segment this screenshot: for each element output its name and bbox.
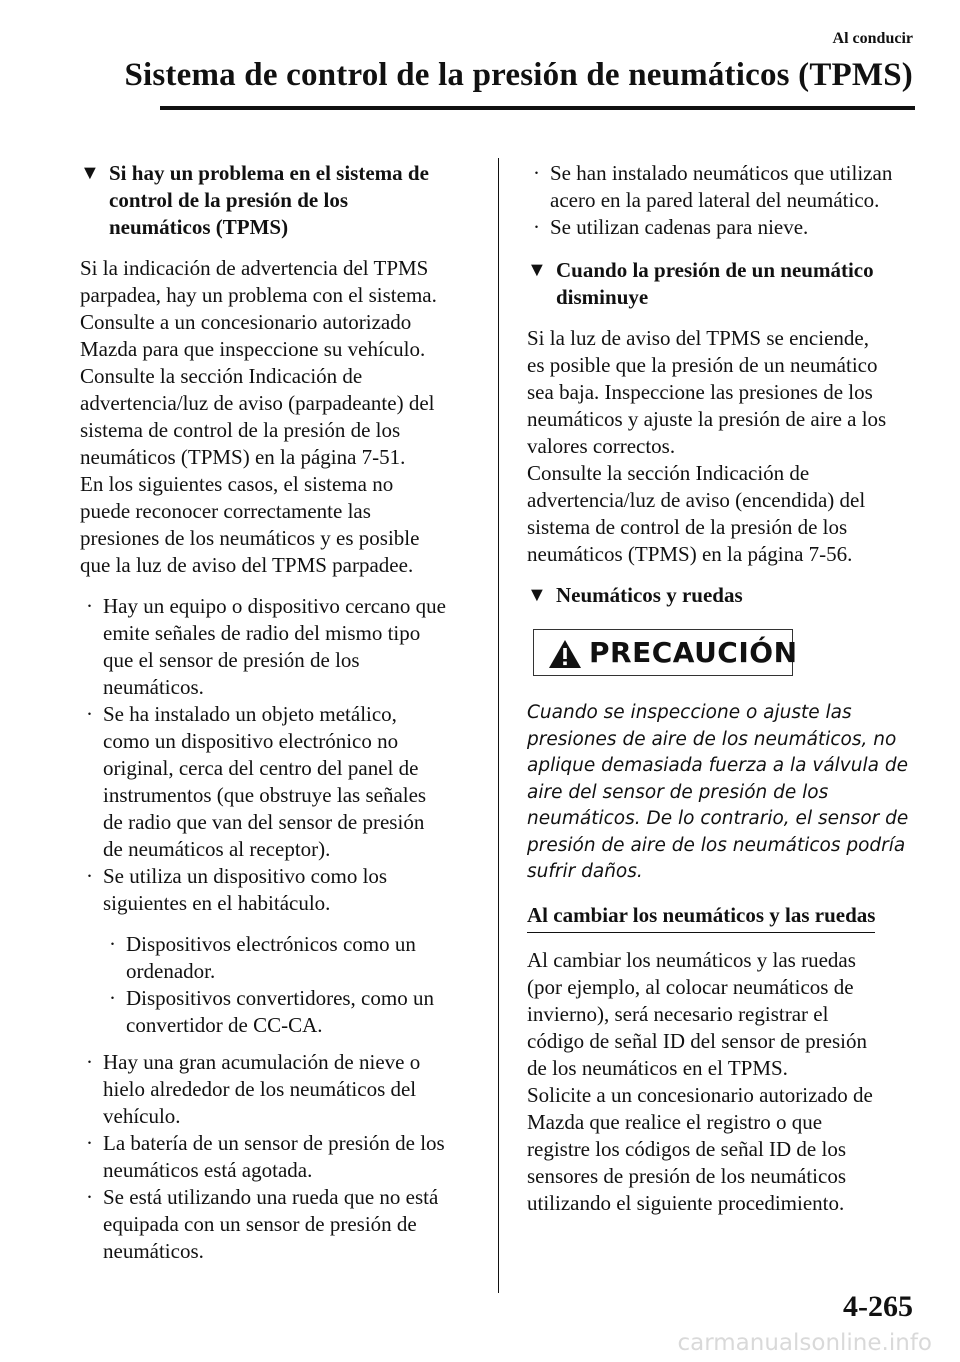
text-line: sistema de control de la presión de los [527, 515, 848, 539]
text-line: La batería de un sensor de presión de los [103, 1131, 445, 1155]
heading-line: neumáticos (TPMS) [109, 215, 289, 239]
caution-text [527, 700, 922, 886]
list-item [80, 701, 470, 863]
text-line: presiones de aire de los neumáticos, no [527, 728, 897, 750]
list-item [80, 1130, 470, 1184]
column-divider [498, 158, 499, 1293]
text-line: original, cerca del centro del panel de [103, 756, 419, 780]
header-section: Al conducir [832, 30, 913, 47]
header-rule [160, 106, 915, 110]
text-line: parpadea, hay un problema con el sistema. [80, 283, 437, 307]
text-line: Consulte la sección Indicación de [80, 364, 363, 388]
down-triangle-icon: ▼ [527, 584, 547, 606]
text-line: neumáticos. [103, 1239, 204, 1263]
text-line: En los siguientes casos, el sistema no [80, 472, 394, 496]
text-line: Se utilizan cadenas para nieve. [550, 215, 809, 239]
text-line: código de señal ID del sensor de presión [527, 1028, 867, 1053]
bullet-list-top [527, 160, 922, 241]
text-line: presión de aire de los neumáticos podría [527, 834, 906, 856]
text-line: Si la indicación de advertencia del TPMS [80, 256, 429, 280]
text-line: que el sensor de presión de los [103, 648, 360, 672]
text-line: emite señales de radio del mismo tipo [103, 621, 421, 645]
heading-line: Neumáticos y ruedas [556, 583, 743, 607]
bullet-icon: · [109, 986, 116, 1010]
text-line: Hay un equipo o dispositivo cercano que [103, 594, 446, 618]
list-item [80, 593, 470, 701]
warning-triangle-icon [548, 639, 582, 669]
text-line: Mazda que realice el registro o que [527, 1109, 823, 1134]
text-line: sufrir daños. [527, 861, 643, 882]
text-line: Dispositivos convertidores, como un [126, 986, 434, 1010]
heading-tires-wheels [527, 582, 922, 609]
text-line: de radio que van del sensor de presión [103, 810, 425, 834]
text-line: neumáticos. [103, 675, 204, 699]
text-line: neumáticos. De lo contrario, el sensor de [527, 808, 909, 829]
text-line: aire del sensor de presión de los [527, 781, 829, 803]
text-line: puede reconocer correctamente las [80, 499, 371, 523]
text-line: Se está utilizando una rueda que no está [103, 1185, 439, 1209]
heading-line: Cuando la presión de un neumático [556, 258, 874, 282]
sub-bullet-list [80, 931, 470, 1039]
text-line: que la luz de aviso del TPMS parpadee. [80, 553, 414, 577]
bullet-icon: · [533, 161, 540, 185]
text-line: hielo alrededor de los neumáticos del [103, 1077, 417, 1101]
text-line: neumáticos (TPMS) en la página 7-51. [80, 445, 406, 469]
text-line: ordenador. [126, 959, 216, 983]
text-line: siguientes en el habitáculo. [103, 891, 331, 915]
text-line: neumáticos y ajuste la presión de aire a los [527, 407, 887, 431]
left-column [80, 160, 470, 1275]
bullet-list-a [80, 593, 470, 917]
text-line: Al cambiar los neumáticos y las ruedas [527, 947, 856, 972]
text-line: Consulte la sección Indicación de [527, 461, 810, 485]
text-line: sensores de presión de los neumáticos [527, 1163, 847, 1188]
bullet-icon: · [86, 864, 93, 888]
text-line: equipada con un sensor de presión de [103, 1212, 417, 1236]
text-line: Consulte a un concesionario autorizado [80, 310, 412, 334]
watermark: carmanualsonline.info [677, 1330, 932, 1356]
text-line: advertencia/luz de aviso (encendida) del [527, 488, 866, 512]
bullet-icon: · [86, 702, 93, 726]
bullet-icon: · [109, 932, 116, 956]
paragraph-change-tires [527, 947, 922, 1217]
text-line: sistema de control de la presión de los [80, 418, 401, 442]
text-line: Se ha instalado un objeto metálico, [103, 702, 397, 726]
list-item [80, 931, 470, 985]
heading-tpms-problem [80, 160, 470, 241]
text-line: valores correctos. [527, 434, 676, 458]
caution-box [533, 629, 798, 676]
text-line: Si la luz de aviso del TPMS se enciende, [527, 326, 869, 350]
text-line: Mazda para que inspeccione su vehículo. [80, 337, 426, 361]
text-line: (por ejemplo, al colocar neumáticos de [527, 974, 854, 999]
heading-line: control de la presión de los [109, 188, 348, 212]
paragraph-pressure-drop [527, 325, 922, 568]
text-line: utilizando el siguiente procedimiento. [527, 1190, 845, 1215]
list-item [80, 863, 470, 917]
text-line: Se han instalado neumáticos que utilizan [550, 161, 893, 185]
text-line: Solicite a un concesionario autorizado de [527, 1082, 873, 1107]
page-number: 4-265 [843, 1290, 913, 1323]
text-line: como un dispositivo electrónico no [103, 729, 399, 753]
text-line: convertidor de CC-CA. [126, 1013, 323, 1037]
list-item [80, 1184, 470, 1265]
bullet-icon: · [533, 215, 540, 239]
text-line: Cuando se inspeccione o ajuste las [527, 702, 852, 723]
list-item [80, 985, 470, 1039]
heading-line: Si hay un problema en el sistema de [109, 161, 429, 185]
caution-title: PRECAUCIÓN [589, 636, 798, 669]
text-line: Dispositivos electrónicos como un [126, 932, 416, 956]
list-item [527, 214, 922, 241]
bullet-icon: · [86, 1185, 93, 1209]
bullet-icon: · [86, 1131, 93, 1155]
heading-pressure-drop [527, 257, 922, 311]
right-column [527, 160, 922, 1227]
text-line: vehículo. [103, 1104, 181, 1128]
text-line: instrumentos (que obstruye las señales [103, 783, 427, 807]
list-item [80, 1049, 470, 1130]
text-line: advertencia/luz de aviso (parpadeante) del [80, 391, 435, 415]
bullet-list-b [80, 1049, 470, 1265]
text-line: sea baja. Inspeccione las presiones de los [527, 380, 873, 404]
down-triangle-icon: ▼ [527, 259, 547, 281]
text-line: de los neumáticos en el TPMS. [527, 1055, 788, 1080]
text-line: registre los códigos de señal ID de los [527, 1136, 847, 1161]
heading-line: disminuye [556, 285, 649, 309]
down-triangle-icon: ▼ [80, 162, 100, 184]
text-line: Hay una gran acumulación de nieve o [103, 1050, 421, 1074]
page-title: Sistema de control de la presión de neumáticos (TPMS) [124, 57, 913, 93]
text-line: presiones de los neumáticos y es posible [80, 526, 420, 550]
text-line: neumáticos (TPMS) en la página 7-56. [527, 542, 853, 566]
text-line: es posible que la presión de un neumático [527, 353, 878, 377]
text-line: de neumáticos al receptor). [103, 837, 331, 861]
text-line: acero en la pared lateral del neumático. [550, 188, 880, 212]
bullet-icon: · [86, 1050, 93, 1074]
paragraph-tpms-problem [80, 255, 470, 579]
text-line: aplique demasiada fuerza a la válvula de [527, 755, 908, 776]
text-line: Se utiliza un dispositivo como los [103, 864, 388, 888]
bullet-icon: · [86, 594, 93, 618]
text-line: invierno), será necesario registrar el [527, 1001, 829, 1026]
text-line: neumáticos está agotada. [103, 1158, 313, 1182]
subheading-change-tires: Al cambiar los neumáticos y las ruedas [527, 902, 875, 933]
list-item [527, 160, 922, 214]
